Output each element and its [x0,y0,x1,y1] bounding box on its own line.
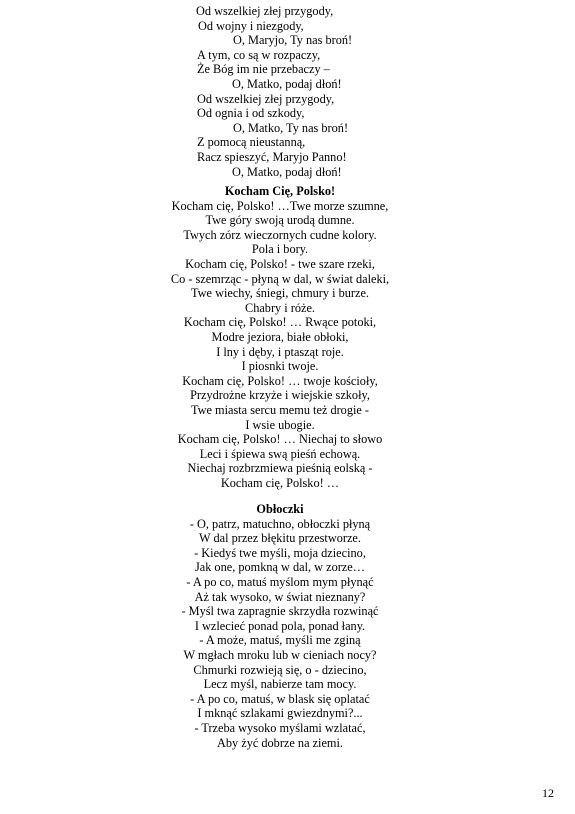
poem-line: Racz spieszyć, Maryjo Panno! [197,149,347,164]
poem-line: I mknąć szlakami gwiezdnymi?... [197,706,363,721]
poem-line: Lecz myśl, nabierze tam mocy. [203,677,357,692]
poem-line: Chabry i róże. [245,300,315,315]
poem-title: Kocham Cię, Polsko! [224,184,336,198]
poem-line: I wsie ubogie. [245,417,315,432]
poem-line: - A może, matuś, myśli me zginą [199,633,361,648]
poem-line: Kocham cię, Polsko! … twoje kościoły, [182,373,378,388]
poem-line: Od wojny i niezgody, [198,18,304,33]
poem-line: Z pomocą nieustanną, [197,135,306,150]
poem-line: Aż tak wysoko, w świat nieznany? [194,589,366,604]
poem-title: Obłoczki [256,502,304,516]
poem-line: Aby żyć dobrze na ziemi. [217,735,343,750]
poem-line: O, Matko, podaj dłoń! [232,164,342,179]
poem-line: - A po co, matuś, w blask się oplatać [190,691,370,706]
poem-line: A tym, co są w rozpaczy, [197,47,321,62]
poem-line: Przydrożne krzyże i wiejskie szkoły, [190,388,370,403]
poem-line: Od ognia i od szkody, [197,106,305,121]
poem-line: Twych zórz wieczornych cudne kolory. [183,227,377,242]
poem-line: I lny i dęby, i ptasząt roje. [216,344,344,359]
poem-line: O, Matko, podaj dłoń! [232,76,342,91]
poem-line: - A po co, matuś myślom mym płynąć [186,574,374,589]
poem-line: Pola i bory. [251,242,309,257]
poem-line: Że Bóg im nie przebaczy – [197,62,330,77]
poem-line: - Kiedyś twe myśli, moja dziecino, [194,545,366,560]
poem-line: Kocham cię, Polsko! …Twe morze szumne, [171,198,389,213]
poem-line: Twe wiechy, śniegi, chmury i burze. [191,286,369,301]
poem-line: - O, patrz, matuchno, obłoczki płyną [189,516,371,531]
poem-line: Co - szemrząc - płyną w dal, w świat daleki, [170,271,390,286]
poem-line: Twe góry swoją urodą dumne. [205,213,355,228]
poem-obloczki [60,502,500,750]
poem-line: Twe miasta sercu memu też drogie - [190,402,370,417]
poem-line: W dal przez błękitu przestworze. [199,531,361,546]
poem-line: Kocham cię, Polsko! … Niechaj to słowo [177,432,383,447]
poem-line: Kocham cię, Polsko! … Rwące potoki, [183,315,377,330]
poem-line: O, Matko, Ty nas broń! [233,120,349,135]
poem-line: Chmurki rozwieją się, o - dziecino, [193,662,367,677]
poem-line: Jak one, pomkną w dal, w zorze… [194,560,366,575]
poem-line: I piosnki twoje. [241,359,319,374]
poem-line: I wzlecieć ponad pola, ponad łany. [194,618,366,633]
poem-line: Niechaj rozbrzmiewa pieśnią eolską - [187,461,373,476]
poem-line: Kocham cię, Polsko! … [220,475,340,490]
poem-line: Od wszelkiej złej przygody, [196,4,334,18]
poem-line: Kocham cię, Polsko! - twe szare rzeki, [185,256,375,271]
poem-kocham-cie-polsko [60,184,500,490]
page-number: 12 [542,786,554,800]
poem-line: - Trzeba wysoko myślami wzlatać, [194,720,366,735]
poem-prayer-stanza [60,4,500,179]
poem-line: - Myśl twa zapragnie skrzydła rozwinąć [181,604,379,619]
poem-line: W mgłach mroku lub w cieniach nocy? [183,647,377,662]
poem-line: Od wszelkiej złej przygody, [197,91,335,106]
poem-line: O, Maryjo, Ty nas broń! [233,33,353,48]
poem-line: Modre jeziora, białe obłoki, [211,329,349,344]
poem-line: Leci i śpiewa swą pieśń echową. [199,446,361,461]
